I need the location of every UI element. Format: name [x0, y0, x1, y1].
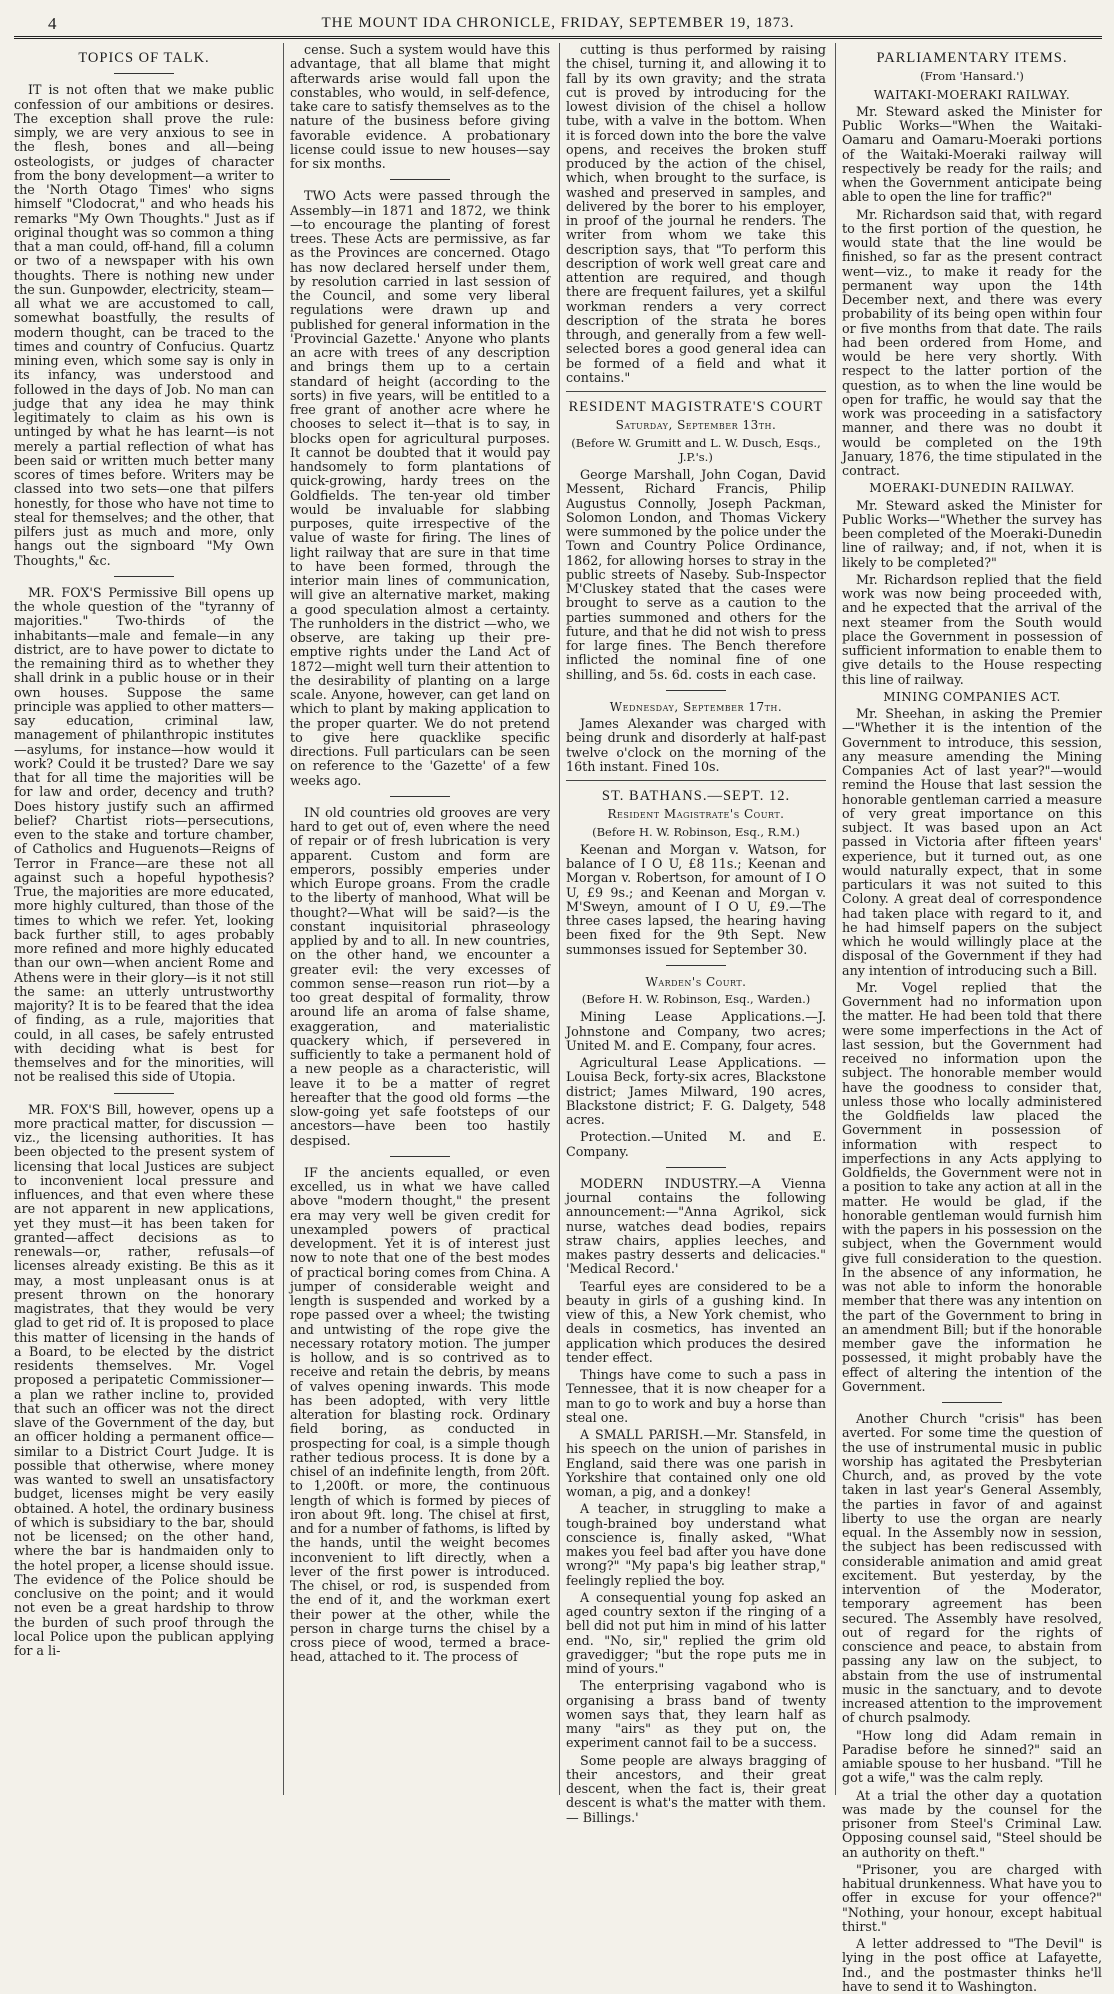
divider	[666, 965, 726, 966]
article-paragraph: Keenan and Morgan v. Watson, for balance of I O U, £8 11s.; Keenan and Morgan v. Robertson, for amount of I O U, £9 9s.; and Keenan and Morgan v. M'Sweyn, amount of I O U, £9.—The three cases lapsed, the hearing having been fixed for the 9th Sept. New summonses issued for September 30.	[566, 841, 826, 957]
article-paragraph: Mr. Steward asked the Minister for Public Works—"When the Waitaki-Oamaru and Oamaru-Moeraki portions of the Waitaki-Moeraki railway will respectively be ready for the rails; and when the Government anticipate being able to open the line for traffic?"	[842, 103, 1102, 205]
divider	[114, 576, 174, 577]
court-date: Saturday, September 13th.	[615, 418, 777, 433]
article-paragraph: Some people are always bragging of their ancestors, and their great descent, when the fact is, their great descent is what's the matter with them.— Billings.'	[566, 1752, 826, 1825]
article-paragraph: IN old countries old grooves are very hard to get out of, even where the need of repair or of fresh lubrication is very apparent. Custom and form are emperors, possibly emperies under which Europe groans. From the cradle to the liberty of manhood, What will be thought?—What will be said?—is the constant inquisitorial phraseology applied by and to all. In new countries, on the other hand, we encounter a greater evil: the very excesses of common sense—reason run riot—by a too great despital of formality, throw around life an aroma of false shame, exaggeration, and materialistic quackery which, if persevered in sufficiently to take a permanent hold of a new people as a characteristic, will leave it to be a matter of regret hereafter that the good old forms —the slow-going yet safe footsteps of our ancestors—have been too hastily despised.	[290, 804, 550, 1148]
article-paragraph: IF the ancients equalled, or even excelled, us in what we have called above "modern thought," the present era may very well be given credit for unexampled powers of practical development. Yet it is of interest just now to note that one of the best modes of practical boring comes from China. A jumper of considerable weight and length is suspended and worked by a rope passed over a wheel; the twisting and untwisting of the rope give the necessary rotatory motion. The jumper is hollow, and is so contrived as to receive and retain the debris, by means of valves opening inwards. This mode has been adopted, with very little alteration for blasting rock. Ordinary field boring, as conducted in prospecting for coal, is a simple though rather tedious process. It is done by a chisel of an indefinite length, from 20ft. to 1,200ft. or more, the continuous length of which is formed by pieces of iron about 9ft. long. The chisel at first, and for a number of fathoms, is lifted by the hands, until the weight becomes inconvenient to lift directly, when a lever of the first power is introduced. The chisel, or rod, is suspended from the end of it, and the workman exert their power at the other, while the person in charge turns the chisel by a cross piece of wood, termed a brace-head, attached to it. The process of	[290, 1164, 550, 1665]
article-paragraph: A letter addressed to "The Devil" is lying in the post office at Lafayette, Ind., and the postmaster thinks he'll have to send it to Washington.	[842, 1936, 1102, 1994]
divider	[390, 796, 450, 797]
court-subheading: Resident Magistrate's Court.	[607, 807, 785, 822]
divider	[942, 1402, 1002, 1403]
divider	[390, 1156, 450, 1157]
article-paragraph: Mr. Steward asked the Minister for Public Works—"Whether the survey has been completed of the Moeraki-Dunedin line of railway; and, if not, when it is likely to be completed?"	[842, 497, 1102, 570]
article-paragraph: At a trial the other day a quotation was made by the counsel for the prisoner from Steel's Criminal Law. Opposing counsel said, "Steel should be an authority on theft."	[842, 1787, 1102, 1860]
divider	[390, 179, 450, 180]
court-heading: RESIDENT MAGISTRATE'S COURT	[568, 399, 824, 415]
article-paragraph: MR. FOX'S Permissive Bill opens up the whole question of the "tyranny of majorities." Two-thirds of the inhabitants—male and female—in any district, are to have power to dictate to the remaining third as to whether they shall drink in a public house or in their own houses. Suppose the same principle was applied to other matters—say education, criminal law, management of philanthropic institutes—asylums, for instance—how would it work? Could it be trusted? Dare we say that for all time the majorities will be for law and order, decency and truth? Does history justify such an affirmed belief? Chartist riots—persecutions, even to the stake and torture chamber, of Catholics and Huguenots—Reigns of Terror in France—are these not all against such a hopeful hypothesis? True, the majorities are more educated, more highly cultured, than those of the times to which we refer. Yet, looking back further still, to ages probably more refined and more highly educated than our own—when ancient Rome and Athens were in their glory—is it not still the same: an utterly untrustworthy majority? It is to be feared that the idea of finding, as a rule, majorities that could, in all cases, be safely entrusted with deciding what is best for themselves and for the minorities, will not be realised this side of Utopia.	[14, 584, 274, 1085]
article-paragraph: The enterprising vagabond who is organising a brass band of twenty women says that, they learn half as many "airs" as they put on, the experiment cannot fail to be a success.	[566, 1678, 826, 1751]
masthead	[14, 0, 1102, 39]
article-paragraph: Another Church "crisis" has been averted. For some time the question of the use of instrumental music in public worship has agitated the Presbyterian Church, and, as proved by the vote taken in last year's General Assembly, the parties in favor of and against liberty to use the organ are nearly equal. In the Assembly now in session, the subject has been rediscussed with considerable animation and amid great excitement. But yesterday, by the intervention of the Moderator, temporary agreement has been secured. The Assembly have resolved, out of regard for the rights of conscience and peace, to abstain from passing any law on the subject, to abstain from the use of instrumental music in the sanctuary, and to devote increased attention to the improvement of church psalmody.	[842, 1411, 1102, 1726]
court-bench: (Before H. W. Robinson, Esq., Warden.)	[581, 992, 811, 1006]
item-subheading: MOERAKI-DUNEDIN RAILWAY.	[869, 481, 1075, 496]
article-paragraph: A consequential young fop asked an aged country sexton if the ringing of a bell did not put him in mind of his latter end. "No, sir," replied the grim old gravedigger; "but the rope puts me in mind of yours."	[566, 1589, 826, 1676]
article-paragraph: TWO Acts were passed through the Assembly—in 1871 and 1872, we think —to encourage the planting of forest trees. These Acts are permissive, as far as the Provinces are concerned. Otago has now declared herself under them, by resolution carried in last session of the Council, and some very liberal regulations were drawn up and published for general information in the 'Provincial Gazette.' Anyone who plants an acre with trees of any description and brings them up to a certain standard of height (according to the sorts) in five years, will be entitled to a free grant of another acre where he chooses to select it—that is to say, in blocks open for agricultural purposes. It cannot be doubted that it would pay handsomely to form plantations of quick-growing, hardy trees on the Goldfields. The ten-year old timber would be invaluable for slabbing purposes, quite irrespective of the value of waste for firing. The lines of light railway that are sure in that time to have been formed, through the interior main lines of communication, will give an alternative market, making a good speculation almost a certainty. The runholders in the district —who, we observe, are taking up their pre-emptive rights under the Land Act of 1872—might well turn their attention to the desirability of planting on a large scale. Anyone, however, can get land on which to plant by making application to the proper quarter. We do not pretend to give here quacklike specific directions. Full particulars can be seen on reference to the 'Gazette' of a few weeks ago.	[290, 188, 550, 788]
article-paragraph: Mr. Sheehan, in asking the Premier—"Whether it is the intention of the Government to introduce, this session, any measure amending the Mining Companies Act of last year?"—would remind the House that last session the honorable gentleman carried a measure of very great importance on this subject. It was based upon an Act passed in Victoria after fifteen years' experience, but it turned out, as one would naturally expect, that in some particulars it was not suited to this Colony. A great deal of correspondence had taken place with regard to it, and he had himself papers on the subject which he would willingly place at the disposal of the Government if they had any intention of introducing such a Bill.	[842, 706, 1102, 978]
article-paragraph: Tearful eyes are considered to be a beauty in girls of a gushing kind. In view of this, a New York chemist, who deals in cosmetics, has invented an application which produces the desired tender effect.	[566, 1278, 826, 1365]
divider	[666, 690, 726, 691]
column-2	[283, 43, 550, 1795]
parliamentary-heading: PARLIAMENTARY ITEMS.	[876, 50, 1068, 66]
divider	[114, 73, 174, 74]
divider	[566, 780, 826, 781]
st-bathans-heading: ST. BATHANS.—SEPT. 12.	[601, 788, 791, 804]
source-note: (From 'Hansard.')	[920, 69, 1024, 84]
article-paragraph: "How long did Adam remain in Paradise before he sinned?" said an amiable spouse to her husband. "Till he got a wife," was the calm reply.	[842, 1727, 1102, 1786]
column-3	[559, 42, 826, 1825]
divider	[666, 1167, 726, 1168]
column-4	[835, 43, 1102, 1994]
article-paragraph: A SMALL PARISH.—Mr. Stansfeld, in his speech on the union of parishes in England, said there was one parish in Yorkshire that contained only one old woman, a pig, and a donkey!	[566, 1427, 826, 1499]
article-paragraph: Agricultural Lease Applications. — Louisa Beck, forty-six acres, Blackstone district; James Milward, 190 acres, Blackstone district; F. G. Dalgety, 548 acres.	[566, 1055, 826, 1127]
article-paragraph: Mr. Richardson said that, with regard to the first portion of the question, he would state that the line would be finished, so far as the present contract went—viz., to make it ready for the permanent way upon the 14th December next, and there was every probability of its being open within four or five months from that date. The rails had been ordered from Home, and would be here very shortly. With respect to the latter portion of the question, as to when the line would be open for traffic, he would say that the work was proceeding in a satisfactory manner, and there was no doubt it would be completed on the 19th January, 1876, the time stipulated in the contract.	[842, 206, 1102, 478]
divider	[566, 391, 826, 392]
masthead-title: THE MOUNT IDA CHRONICLE, FRIDAY, SEPTEMBER 19, 1873.	[321, 15, 795, 31]
item-subheading: WAITAKI-MOERAKI RAILWAY.	[873, 87, 1071, 102]
article-paragraph: James Alexander was charged with being drunk and disorderly at half-past twelve o'clock on the morning of the 16th instant. Fined 10s.	[566, 716, 826, 774]
court-date: Wednesday, September 17th.	[609, 699, 783, 714]
article-paragraph: cutting is thus performed by raising the chisel, turning it, and allowing it to fall by its own gravity; and the strata cut is proved by introducing for the lowest division of the chisel a hollow tube, with a valve in the bottom. When it is forced down into the bore the valve opens, and receives the broken stuff produced by the action of the chisel, which, when brought to the surface, is washed and preserved in samples, and delivered by the borer to his employer, in proof of the journal he renders. The writer from whom we take this description says, that "To perform this description of work well great care and attention are required, and though there are frequent failures, yet a skilful workman renders a very correct description of the strata he bores through, and generally from a few well-selected bores a good general idea can be formed of a field and what it contains."	[566, 42, 826, 385]
article-paragraph: Mr. Richardson replied that the field work was now being proceeded with, and he expected that the arrival of the next steamer from the South would place the Government in possession of sufficient information to enable them to give details to the House respecting this line of railway.	[842, 571, 1102, 687]
article-paragraph: A teacher, in struggling to make a tough-brained boy understand what conscience is, finally asked, "What makes you feel bad after you have done wrong?" "My papa's big leather strap," feelingly replied the boy.	[566, 1501, 826, 1588]
page-number: 4	[48, 14, 57, 33]
article-paragraph: "Prisoner, you are charged with habitual drunkenness. What have you to offer in excuse for your offence?" "Nothing, your honour, except habitual thirst."	[842, 1861, 1102, 1934]
columns	[14, 42, 1102, 1994]
article-paragraph: Mr. Vogel replied that the Government had no information upon the matter. He had been told that there were some imperfections in the Act of last session, but the Government had received no information upon the subject. The honorable member would have the goodness to consider that, unless those who locally administered the Goldfields law placed the Government in possession of information with respect to imperfections in any Acts applying to Goldfields, the Government were not in a position to take any action at all in the matter. He would be glad, if the honorable gentleman would furnish him with the papers in his possession on the subject, when the Government would give full consideration to the question. In the absence of any information, he was not able to inform the honorable member that there was any intention on the part of the Government to bring in an amendment Bill; but if the honorable member gave the information he possessed, it might probably have the effect of altering the intention of the Government.	[842, 979, 1102, 1394]
topics-heading: TOPICS OF TALK.	[78, 50, 210, 66]
article-paragraph: IT is not often that we make public confession of our ambitions or desires. The exception shall prove the rule: simply, we are very anxious to see in the flesh, bones and all—being osteologists, or judges of character from the bony development—a writer to the 'North Otago Times' who signs himself "Clodocrat," and who heads his remarks "My Own Thoughts." Just as if original thought was so common a thing that a man could, off-hand, fill a column or two of a newspaper with his own thoughts. There is nothing new under the sun. Gunpowder, electricity, steam—all what we are accustomed to call, somewhat boastfully, the results of modern thought, can be traced to the times and country of Confucius. Quartz mining even, which some say is only in its infancy, was understood and followed in the days of Job. No man can judge that any idea he may think legitimately to claim as his own is untinged by what he has learnt—is not merely a partial reflection of what has been said or written much better many scores of times before. Writers may be classed into two sets—one that pilfers honestly, for those who have not time to steal for themselves; and the other, that pilfers just as much and more, only hangs out the signboard "My Own Thoughts," &c.	[14, 82, 274, 568]
article-paragraph: Things have come to such a pass in Tennessee, that it is now cheaper for a man to go to work and buy a horse than steal one.	[566, 1367, 826, 1425]
article-paragraph: Mining Lease Applications.—J. Johnstone and Company, two acres; United M. and E. Company, four acres.	[566, 1009, 826, 1053]
court-subheading: Warden's Court.	[645, 974, 747, 989]
article-paragraph: MR. FOX'S Bill, however, opens up a more practical matter, for discussion —viz., the licensing authorities. It has been objected to the present system of licensing that local Justices are subject to inconvenient local pressure and influences, and that even where these are not apparent in new applications, yet they must—it has been taken for granted—affect decisions as to renewals—or, rather, refusals—of licenses already existing. Be this as it may, a most unpleasant onus is at present thrown on the honorary magistrates, that they would be very glad to get rid of. It is proposed to place this matter of licensing in the hands of a Board, to be elected by the district residents themselves. Mr. Vogel proposed a peripatetic Commissioner—a plan we rather incline to, provided that such an officer was not the direct slave of the Government of the day, but an officer holding a permanent office—similar to a District Court Judge. It is possible that otherwise, where money was wanted to swell an unsatisfactory budget, licenses might be very easily obtained. A hotel, the ordinary business of which is subsidiary to the bar, should not be licensed; on the other hand, where the bar is handmaiden only to the hotel proper, a license should issue. The evidence of the Police should be conclusive on the point; and it would not even be a great hardship to throw the burden of such proof through the local Police upon the publican applying for a li-	[14, 1101, 274, 1658]
column-1	[14, 43, 274, 1795]
court-bench: (Before W. Grumitt and L. W. Dusch, Esqs., J.P.'s.)	[571, 435, 821, 464]
court-bench: (Before H. W. Robinson, Esq., R.M.)	[592, 824, 800, 839]
item-subheading: MINING COMPANIES ACT.	[883, 689, 1061, 704]
article-paragraph: MODERN INDUSTRY.—A Vienna journal contains the following announcement:—"Anna Agrikol, sick nurse, watches dead bodies, repairs straw chairs, applies leeches, and makes pastry desserts and delicacies." 'Medical Record.'	[566, 1175, 826, 1277]
article-paragraph: George Marshall, John Cogan, David Messent, Richard Francis, Philip Augustus Connolly, Joseph Packman, Solomon London, and Thomas Vickery were summoned by the police under the Town and Country Police Ordinance, 1862, for allowing horses to stray in the public streets of Naseby. Sub-Inspector M'Cluskey stated that the cases were brought to serve as a caution to the parties summoned and others for the future, and that he did not wish to press for large fines. The Bench therefore inflicted the nominal fine of one shilling, and 5s. 6d. costs in each case.	[566, 467, 826, 682]
article-paragraph: cense. Such a system would have this advantage, that all blame that might afterwards arise would fall upon the constables, who would, in self-defence, take care to satisfy themselves as to the nature of the business before giving favorable evidence. A probationary license could issue to new houses—say for six months.	[290, 42, 550, 171]
divider	[114, 1093, 174, 1094]
article-paragraph: Protection.—United M. and E. Company.	[566, 1129, 826, 1159]
